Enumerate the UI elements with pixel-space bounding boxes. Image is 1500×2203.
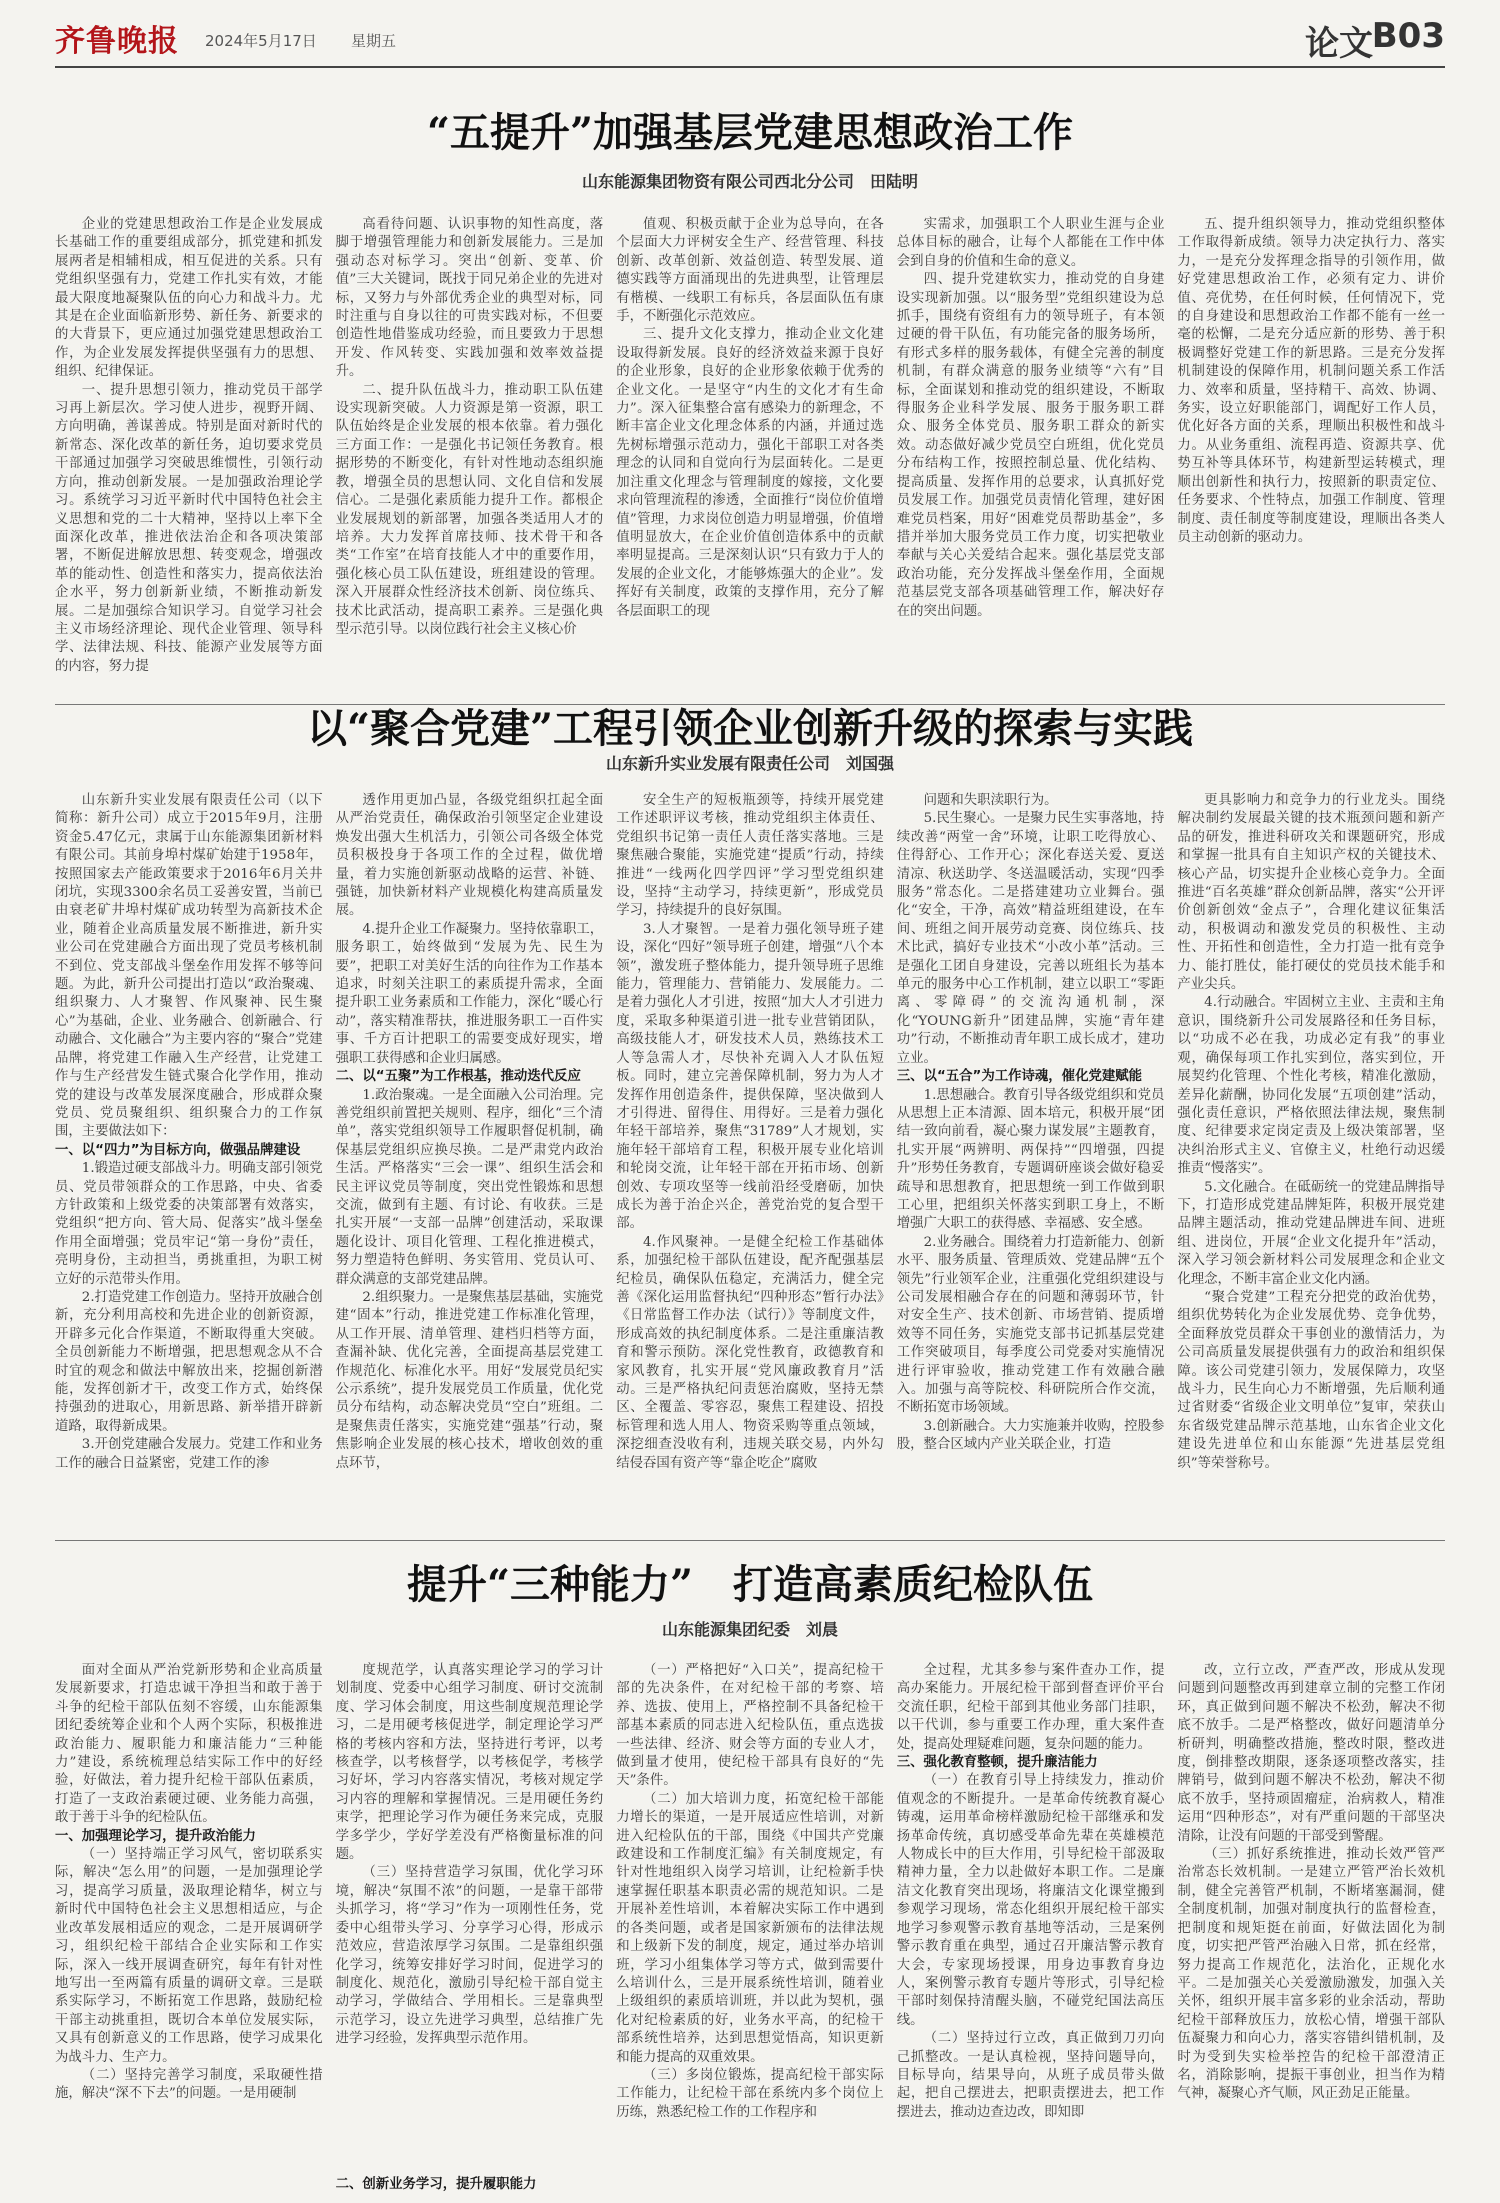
paragraph: （一）坚持端正学习风气，密切联系实际，解决“怎么用”的问题，一是加强理论学习，提高学习质量，汲取理论精华，树立与新时代中国特色社会主义思想相适应，与企业改革发展相适应的观念，二是开展调研学习，组织纪检干部结合企业实际和工作实际，深入一线开展调查研究，每年有针对性地写出一至两篇有质量的调研文章。三是联系实际学习，不断拓宽工作思路，鼓励纪检干部主动挑重担，既切合本单位发展实际，又具有创新意义的工作思路，使学习成果化为战斗力、生产力。 (55, 1847, 323, 2065)
paragraph: （一）在教育引导上持续发力，推动价值观念的不断提升。一是革命传统教育凝心铸魂，运用革命榜样激励纪检干部继承和发扬革命传统，真切感受革命先辈在英雄模范人物成长中的巨大作用，引导纪检干部汲取精神力量，全力以赴做好本职工作。二是廉洁文化教育突出现场，将廉洁文化课堂搬到参观学习现场，常态化组织开展纪检干部实地学习参观警示教育基地等活动，三是案例警示教育重在典型，通过召开廉洁警示教育大会，专家现场授课，用身边事教育身边人，案例警示教育专题片等形式，引导纪检干部时刻保持清醒头脑，不碰党纪国法高压线。 (896, 1773, 1165, 2028)
paragraph: 二、提升队伍战斗力，推动职工队伍建设实现新突破。人力资源是第一资源，职工队伍始终是企业发展的根本依靠。着力强化三方面工作：一是强化书记领任务教育。根据形势的不断变化，有针对性地动态组织施教，增强全员的思想认同、文化自信和发展信心。二是强化素质能力提升工作。都根企业发展规划的新部署，加强各类适用人才的培养。大力发挥首席技师、技术骨干和各类“工作室”在培育技能人才中的重要作用，强化核心员工队伍建设，班组建设的管理。深入开展群众性经济技术创新、岗位练兵、技术比武活动，提高职工素养。三是强化典型示范引导。以岗位践行社会主义核心价 (335, 382, 604, 637)
paragraph: 五、提升组织领导力，推动党组织整体工作取得新成绩。领导力决定执行力、落实力，一是充分发挥理念指导的引领作用，做好党建思想政治工作，必须有定力、讲价值、亮优势，在任何时候，任何情况下，党的自身建设和思想政治工作都不能有一丝一毫的松懈，二是充分适应新的形势、善于积极调整好党建工作的新思路。三是充分发挥机制建设的保障作用，机制问题关系工作活力、效率和质量，坚持精干、高效、协调、务实，设立好职能部门，调配好工作人员，优化好各方面的关系，理顺出积极性和战斗力。从业务重组、流程再造、资源共享、优势互补等具体环节，构建新型运转模式，理顺出创新性和执行力，按照新的职责定位、任务要求、个性特点，加强工作制度、管理制度、责任制度等制度建设，理顺出各类人员主动创新的驱动力。 (1177, 217, 1445, 545)
article-3 (55, 1560, 1445, 2200)
article-column (897, 216, 1165, 706)
paragraph: 高看待问题、认识事物的知性高度，落脚于增强管理能力和创新发展能力。三是加强动态对标学习。突出“创新、变革、价值”三大关键词，既找于同兄弟企业的先进对标，又努力与外部优秀企业的典型对标，同时注重与自身以往的可贵实践对标，不但要创造性地借鉴成功经验，而且要致力于思想开发、作风转变、实践加强和效率效益提升。 (335, 217, 604, 380)
article-author: 山东能源集团纪委 刘晨 (661, 1620, 838, 1639)
paragraph: 山东新升实业发展有限责任公司（以下简称：新升公司）成立于2015年9月，注册资金5.47亿元，隶属于山东能源集团新材料有限公司。其前身埠村煤矿始建于1958年，按照国家去产能政策要求于2016年6月关井闭坑，实现3300余名员工妥善安置，当前已由衰老矿井埠村煤矿成功转型为高新技术企业，随着企业高质量发展不断推进，新升实业公司在党建融合方面出现了党员考核机制不到位、党支部战斗堡垒作用发挥不够等问题。为此，新升公司提出打造以“政治聚魂、组织聚力、人才聚智、作风聚神、民生聚心”为基础，企业、业务融合、创新融合、行动融合、文化融合”为主要内容的“聚合”党建品牌，将党建工作融入生产经营，让党建工作与生产经营发生链式聚合化学作用，推动党的建设与改革发展深度融合，形成群众聚党员、党员聚组织、组织聚合力的工作氛围，主要做法如下： (55, 793, 323, 1140)
section-heading: 三、强化教育整顿，提升廉洁能力 (896, 1755, 1098, 1771)
paragraph: 问题和失职渎职行为。 (923, 793, 1058, 808)
paragraph: （二）坚持过行立改，真正做到刀刃向己抓整改。一是认真检视，坚持问题导向，目标导向，结果导向，从班子成员带头做起，把自己摆进去，把职责摆进去，把工作摆进去，推动边查边改，即知即 (896, 2031, 1165, 2120)
article-column (616, 216, 884, 706)
paragraph: 1.锻造过硬支部战斗力。明确支部引领党员、党员带领群众的工作思路，中央、省委方针政策和上级党委的决策部署有效落实，党组织“把方向、管大局、促落实”战斗堡垒作用全面增强；党员牢记“第一身份”责任，亮明身份，主动担当，勇挑重担，为职工树立好的示范带头作用。 (55, 1161, 323, 1287)
paragraph: （三）多岗位锻炼，提高纪检干部实际工作能力，让纪检干部在系统内多个岗位上历练，熟悉纪检工作的工作程序和 (616, 2067, 884, 2120)
paragraph: 4.作风聚神。一是健全纪检工作基础体系，加强纪检干部队伍建设，配齐配强基层纪检员，确保队伍稳定，充满活力，健全完善《深化运用监督执纪“四种形态”暂行办法》《日常监督工作办法（试行）》等制度文件，形成高效的执纪制度体系。二是注重廉洁教育和警示预防。深化党性教育，政德教育和家风教育，扎实开展“党风廉政教育月”活动。三是严格执纪问责惩治腐败，坚持无禁区、全覆盖、零容忍，聚焦工程建设、招投标管理和选人用人、物资采购等重点领域，深挖细查没收有利，违规关联交易，内外勾结侵吞国有资产等“靠企吃企”腐败 (616, 1234, 884, 1471)
section-name: 论文 (1305, 24, 1373, 64)
section-heading: 一、以“四力”为目标方向，做强品牌建设 (55, 1142, 301, 1158)
issue-date: 2024年5月17日 (205, 32, 317, 50)
paragraph: （三）抓好系统推进，推动长效严管严治常态长效机制。一是建立严管严治长效机制，健全完善管严机制，不断堵塞漏洞，健全制度机制，加强对制度执行的监督检查，把制度和规矩挺在前面，好做法固化为制度，切实把严管严治融入日常，抓在经常，努力提高工作规范化，法治化，正规化水平。二是加强关心关爱激励激发，加强入关关怀，组织开展丰富多彩的业余活动，帮助纪检干部释放压力，放松心情，增强干部队伍凝聚力和向心力，落实容错纠错机制，及时为受到失实检举控告的纪检干部澄清正名，消除影响，提振干事创业，担当作为精气神，凝聚心齐气顺，风正劲足正能量。 (1177, 1847, 1445, 2102)
paragraph: 面对全面从严治党新形势和企业高质量发展新要求，打造忠诚干净担当和敢于善于斗争的纪检干部队伍刻不容缓，山东能源集团纪委统筹企业和个人两个实际，积极推进政治能力、履职能力和廉洁能力“三种能力”建设，系统梳理总结实际工作中的好经验，好做法，着力提升纪检干部队伍素质，打造了一支政治素硬过硬、业务能力高强，敢于善于斗争的纪检队伍。 (55, 1663, 323, 1826)
paragraph: 4.提升企业工作凝聚力。坚持依靠职工，服务职工，始终做到“发展为先、民生为要”，把职工对美好生活的向往作为工作基本追求，时刻关注职工的素质提升需求，全面提升职工业务素质和工作能力，深化“暖心行动”，落实精准帮扶，推进服务职工一百件实事、千方百计把职工的需要变成好现实，增强职工获得感和企业归属感。 (335, 921, 604, 1066)
paragraph: 3.人才聚智。一是着力强化领导班子建设，深化“四好”领导班子创建，增强“八个本领”，激发班子整体能力，提升领导班子思维能力，管理能力、营销能力、发展能力。二是着力强化人才引进，按照“加大人才引进力度，采取多种渠道引进一批专业营销团队，高级技能人才，研发技术人员，熟练技术工人等急需人才，尽快补充调入人才队伍短板。同时，建立完善保障机制，努力为人才发挥作用创造条件，提供保障，坚决做到人才引得进、留得住、用得好。三是着力强化年轻干部培养，聚焦“31789”人才规划，实施年轻干部培育工程，积极开展专业化培训和轮岗交流，让年轻干部在开拓市场、创新创效、专项攻坚等一线前沿经受磨砺，加快成长为善于治企兴企，善党治党的复合型干部。 (616, 921, 884, 1232)
paragraph: “聚合党建”工程充分把党的政治优势，组织优势转化为企业发展优势、竞争优势，全面释放党员群众干事创业的激情活力，为公司高质量发展提供强有力的政治和组织保障。该公司党建引领力，发展保障力，攻坚战斗力，民生向心力不断增强，先后顺利通过省财委“省级企业文明单位”复审，荣获山东省级党建品牌示范基地，山东省企业文化建设先进单位和山东能源“先进基层党组织”等荣誉称号。 (1177, 1289, 1445, 1471)
paragraph: 实需求，加强职工个人职业生涯与企业总体目标的融合，让每个人都能在工作中体会到自身的价值和生命的意义。 (896, 217, 1165, 269)
section-heading: 一、加强理论学习，提升政治能力 (55, 1828, 256, 1844)
article-author: 山东新升实业发展有限责任公司 刘国强 (605, 754, 894, 773)
article-column (55, 792, 323, 1530)
article-column (897, 792, 1165, 1530)
paragraph: 一、提升思想引领力，推动党员干部学习再上新层次。学习使人进步，视野开阔、方向明确，善谋善成。特别是面对新时代的新常态、深化改革的新任务，迫切要求党员干部通过加强学习突破思维惯性，引领行动方向，推动创新发展。一是加强政治理论学习。系统学习习近平新时代中国特色社会主义思想和党的二十大精神，坚持以上率下全面深化改革，推进依法治企和各项决策部署，不断促进解放思想、转变观念，增强改革的能动性、创造性和落实力，提高依法治企水平，努力创新新业绩，不断推动新发展。二是加强综合知识学习。自觉学习社会主义市场经济理论、现代企业管理、领导科学、法律法规、科技、能源产业发展等方面的内容，努力提 (55, 382, 323, 674)
paragraph: 更具影响力和竞争力的行业龙头。围绕解决制约发展最关键的技术瓶颈问题和新产品的研发，推进科研攻关和课题研究，形成和掌握一批具有自主知识产权的关键技术、核心产品，切实提升企业核心竞争力。全面推进“百名英雄”群众创新品牌，落实“公开评价创新创效“金点子”，合理化建议征集活动，积极调动和激发党员的积极性、主动性、开拓性和创造性，全力打造一批有竞争力、能打胜仗，能打硬仗的党员技术能手和产业尖兵。 (1177, 793, 1445, 993)
paragraph: 2.组织聚力。一是聚焦基层基础，实施党建“固本”行动，推进党建工作标准化管理，从工作开展、清单管理、建档归档等方面，查漏补缺、优化完善，全面提高基层党建工作规范化、标准化水平。用好“发展党员纪实公示系统”，提升发展党员工作质量，优化党员分布结构，动态解决党员“空白”班组。二是聚焦责任落实，实施党建“强基”行动，聚焦影响企业发展的核心技术，增收创效的重点环节， (335, 1289, 604, 1471)
article-column (55, 1662, 323, 2194)
paragraph: 安全生产的短板瓶颈等，持续开展党建工作述职评议考核，推动党组织主体责任、党组织书记第一责任人责任落实落地。三是聚焦融合聚能，实施党建“提质”行动，持续推进“一线两化四学四评”学习型党组织建设，坚持“主动学习，持续更新”，形成党员学习，持续提升的良好氛围。 (616, 793, 884, 919)
page-number: B03 (1371, 16, 1445, 56)
article-title: 提升“三种能力” 打造高素质纪检队伍 (406, 1561, 1093, 1608)
paragraph: 改，立行立改，严查严改，形成从发现问题到问题整改再到建章立制的完整工作闭环，真正做到问题不解决不松劲，解决不彻底不放手。二是严格整改，做好问题清单分析研判，明确整改措施，整改时限，整改进度，倒排整改期限，逐条逐项整改落实，挂牌销号，做到问题不解决不松劲，解决不彻底不放手，坚持顽固瘤症，治病救人，精准运用“四种形态”，对有严重问题的干部坚决清除，让没有问题的干部受到警醒。 (1177, 1663, 1445, 1844)
article-title: 以“聚合党建”工程引领企业创新升级的探索与实践 (306, 705, 1193, 752)
article-column (616, 1662, 884, 2194)
paragraph: 全过程，尤其多参与案件查办工作，提高办案能力。开展纪检干部到督查评价平台交流任职，纪检干部到其他业务部门挂职，以干代训，参与重要工作办理，重大案件查处，提高处理疑难问题，复杂问题的能力。 (896, 1663, 1165, 1752)
paragraph: （一）严格把好“入口关”，提高纪检干部的先决条件，在对纪检干部的考察、培养、选拔、使用上，严格控制不具备纪检干部基本素质的同志进入纪检队伍，重点选拔一些法律、经济、财会等方面的专业人才，做到量才使用，使纪检干部具有良好的“先天”条件。 (616, 1663, 884, 1789)
article-column (1177, 216, 1445, 706)
paragraph: 2.业务融合。围绕着力打造新能力、创新水平、服务质量、管理质效、党建品牌“五个领先”行业领军企业，注重强化党组织建设与公司发展相融合存在的问题和薄弱环节，针对安全生产、技术创新、市场营销、提质增效等不同任务，实施党支部书记抓基层党建工作突破项目，每季度公司党委对实施情况进行评审验收，推动党建工作有效融合融入。加强与高等院校、科研院所合作交流，不断拓宽市场领域。 (896, 1234, 1165, 1416)
article-title: “五提升”加强基层党建思想政治工作 (426, 109, 1073, 156)
section-heading: 三、以“五合”为工作诗魂，催化党建赋能 (896, 1069, 1143, 1085)
paragraph: 4.行动融合。牢固树立主业、主责和主角意识，围绕新升公司发展路径和任务目标，以“功成不必在我，功成必定有我”的事业观，确保每项工作扎实到位，落实到位，开展契约化管理、个性化考核，精准化激励，差异化薪酬，协同化发展“五项创建”活动，强化责任意识，严格依照法律法规，聚焦制度、纪律要求定岗定责及上级决策部署，坚决纠治形式主义、官僚主义，杜绝行动迟缓推责“慢落实”。 (1177, 995, 1445, 1177)
paragraph: 3.创新融合。大力实施兼并收购，控股参股，整合区域内产业关联企业，打造 (896, 1418, 1165, 1453)
article-2 (55, 704, 1445, 1540)
article-columns (55, 216, 1445, 706)
section-heading: 二、创新业务学习，提升履职能力 (335, 2176, 537, 2192)
page-header (55, 14, 1445, 68)
column-body (336, 1662, 604, 2170)
article-column (336, 216, 604, 706)
article-column (336, 792, 604, 1530)
paragraph: 三、提升文化支撑力，推动企业文化建设取得新发展。良好的经济效益来源于良好的企业形象，良好的企业形象依赖于优秀的企业文化。一是坚守“内生的文化才有生命力”。深入征集整合富有感染力的新理念，不断丰富企业文化理念体系的内涵，并通过选先树标增强示范动力，强化干部职工对各类理念的认同和自觉向行为层面转化。二是更加注重文化理念与管理制度的嫁接，文化要求向管理流程的渗透，全面推行“岗位价值增值”管理，力求岗位创造力明显增强，价值增值明显放大，在企业价值创造体系中的贡献率明显提高。三是深刻认识“只有致力于人的发展的企业文化，才能够炼强大的企业”。发挥好有关制度，政策的支撑作用，充分了解各层面职工的现 (616, 327, 884, 619)
article-column (55, 216, 323, 706)
paragraph: （二）加大培训力度，拓宽纪检干部能力增长的渠道，一是开展适应性培训，对新进入纪检队伍的干部，围绕《中国共产党廉政建设和工作制度汇编》有关制度规定，有针对性地组织入岗学习培训，让纪检新手快速掌握任职基本职责必需的规范知识。二是开展补差性培训，本着解决实际工作中遇到的各类问题，或者是国家新颁布的法律法规和上级新下发的制度，规定，通过举办培训班，学习小组集体学习等方式，做到需要什么培训什么，三是开展系统性培训，随着业上级组织的素质培训班，并以此为契机，强化对纪检素质的好，业务水平高，的纪检干部系统性培养，达到思想觉悟高，知识更新和能力提高的双重效果。 (616, 1791, 884, 2065)
article-author: 山东能源集团物资有限公司西北分公司 田陆明 (581, 172, 918, 191)
paragraph: 透作用更加凸显，各级党组织扛起全面从严治党责任，确保政治引领坚定企业建设焕发出强大生机活力，引领公司各级全体党员积极投身于各项工作的全过程，做优增量，着力实施创新驱动战略的运营、补链、强链，加快新材料产业规模化构建高质量发展。 (335, 793, 604, 919)
paragraph: （二）坚持完善学习制度，采取硬性措施，解决“深不下去”的问题。一是用硬制 (55, 2067, 323, 2102)
paragraph: （三）坚持营造学习氛围，优化学习环境，解决“氛围不浓”的问题，一是靠干部带头抓学习，将“学习”作为一项刚性任务，党委中心组带头学习、分享学习心得，形成示范效应，营造浓厚学习氛围。二是靠组织强化学习，统筹安排好学习时间，促进学习的制度化、规范化，激励引导纪检干部自觉主动学习，学做结合、学用相长。三是靠典型示范学习，设立先进学习典型，总结推广先进学习经验，发挥典型示范作用。 (335, 1865, 604, 2047)
article-column (616, 792, 884, 1530)
paragraph: 值观、积极贡献于企业为总导向，在各个层面大力评树安全生产、经营管理、科技创新、改革创新、效益创造、转型发展、道德实践等方面涌现出的先进典型，让管理层有楷模、一线职工有标兵，各层面队伍有康手，不断强化示范效应。 (616, 217, 884, 325)
masthead-logo: 齐鲁晚报 (55, 24, 179, 59)
issue-weekday: 星期五 (351, 32, 397, 50)
article-columns (55, 1662, 1445, 2194)
paragraph: 企业的党建思想政治工作是企业发展成长基础工作的重要组成部分，抓党建和抓发展两者是相辅相成，相互促进的关系。只有党组织坚强有力，党建工作扎实有效，才能最大限度地凝聚队伍的向心力和战斗力。尤其是在企业面临新形势、新任务、新要求的的大背景下，更应通过加强党建思想政治工作，为企业发展发挥提供坚强有力的思想、组织、纪律保证。 (55, 217, 323, 380)
paragraph: 四、提升党建软实力，推动党的自身建设实现新加强。以“服务型”党组织建设为总抓手，围绕有资组有力的领导班子，有本领过硬的骨干队伍，有功能完备的服务场所，有形式多样的服务载体，有健全完善的制度机制，有群众满意的服务业绩等“六有”目标，全面谋划和推动党的组织建设，不断取得服务企业科学发展、服务于服务职工群众、服务全体党员、服务职工群众的新实效。动态做好减少党员空白班组，优化党员分布结构工作，按照控制总量、优化结构、提高质量、发挥作用的总要求，认真抓好党员发展工作。加强党员责情化管理，建好困难党员档案，用好“困难党员帮助基金”，多措并举加大服务党员工作力度，切实把敬业奉献与关心关爱结合起来。强化基层党支部政治功能，充分发挥战斗堡垒作用，全面规范基层党支部各项基础管理工作，解决好存在的突出问题。 (896, 272, 1165, 619)
article-1 (55, 108, 1445, 708)
section-divider (55, 1540, 1445, 1541)
article-column (897, 1662, 1165, 2194)
article-column (1177, 792, 1445, 1530)
paragraph: 1.政治聚魂。一是全面融入公司治理。完善党组织前置把关规则、程序，细化“三个清单”，落实党组织领导工作履职督促机制，确保基层党组织应换尽换。二是严肃党内政治生活。严格落实“三会一课”、组织生活会和民主评议党员等制度，突出党性锻炼和思想交流，做到有主题、有讨论、有收获。三是扎实开展“一支部一品牌”创建活动，采取课题化设计、项目化管理、工程化推进模式，努力塑造特色鲜明、务实管用、党员认可、群众满意的支部党建品牌。 (335, 1087, 604, 1287)
paragraph: 3.开创党建融合发展力。党建工作和业务工作的融合日益紧密，党建工作的渗 (55, 1437, 323, 1471)
paragraph: 5.文化融合。在砥砺统一的党建品牌指导下，打造形成党建品牌矩阵，积极开展党建品牌主题活动，推动党建品牌进车间、进班组、进岗位，开展“企业文化提升年”活动，深入学习领会新材料公司发展理念和企业文化理念，不断丰富企业文化内涵。 (1177, 1179, 1445, 1287)
paragraph: 5.民生聚心。一是聚力民生实事落地，持续改善“两堂一舍”环境，让职工吃得放心、住得舒心、工作开心；深化春送关爱、夏送清凉、秋送助学、冬送温暖活动，实现“四季服务”常态化。二是搭建建功立业舞台。强化“安全，干净，高效”精益班组建设，在车间、班组之间开展劳动竞赛、岗位练兵、技术比武，搞好专业技术“小改小革”活动。三是强化工团自身建设，完善以班组长为基本单元的服务中心工作机制，建立以职工“零距离、零障碍”的交流沟通机制，深化“YOUNG新升”团建品牌，实施“青年建功”行动，不断推动青年职工成长成才，建功立业。 (896, 811, 1165, 1066)
paragraph: 度规范学，认真落实理论学习的学习计划制度、党委中心组学习制度、研讨交流制度、学习体会制度，用这些制度规范理论学习，二是用硬考核促进学，制定理论学习严格的考核内容和方法，坚持进行考评，以考核查学，以考核督学，以考核促学，考核学习好坏，学习内容落实情况，考核对规定学习内容的理解和掌握情况。三是用硬任务约束学，把理论学习作为硬任务来完成，克服学多学少，学好学差没有严格衡量标准的问题。 (335, 1663, 604, 1863)
paragraph: 1.思想融合。教育引导各级党组织和党员从思想上正本清源、固本培元，积极开展“团结一致向前看，凝心聚力谋发展”主题教育，扎实开展“两辨明、两保持”“四增强，四提升”形势任务教育，专题调研座谈会做好稳妥疏导和思想教育，把思想统一到工作做到职工心里，把组织关怀落实到职工身上，不断增强广大职工的获得感、幸福感、安全感。 (896, 1087, 1165, 1232)
section-heading: 二、以“五聚”为工作根基，推动迭代反应 (335, 1069, 581, 1085)
paragraph: 2.打造党建工作创造力。坚持开放融合创新，充分利用高校和先进企业的创新资源，开辟多元化合作渠道，不断取得重大突破。全员创新能力不断增强，把思想观念从不合时宜的观念和做法中解放出来，挖掘创新潜能，发挥创新才干，改变工作方式，始终保持强劲的进取心，用新思路、新举措开辟新道路，取得新成果。 (55, 1289, 323, 1434)
article-column (336, 1662, 604, 2194)
article-columns (55, 792, 1445, 1530)
article-column (1177, 1662, 1445, 2194)
